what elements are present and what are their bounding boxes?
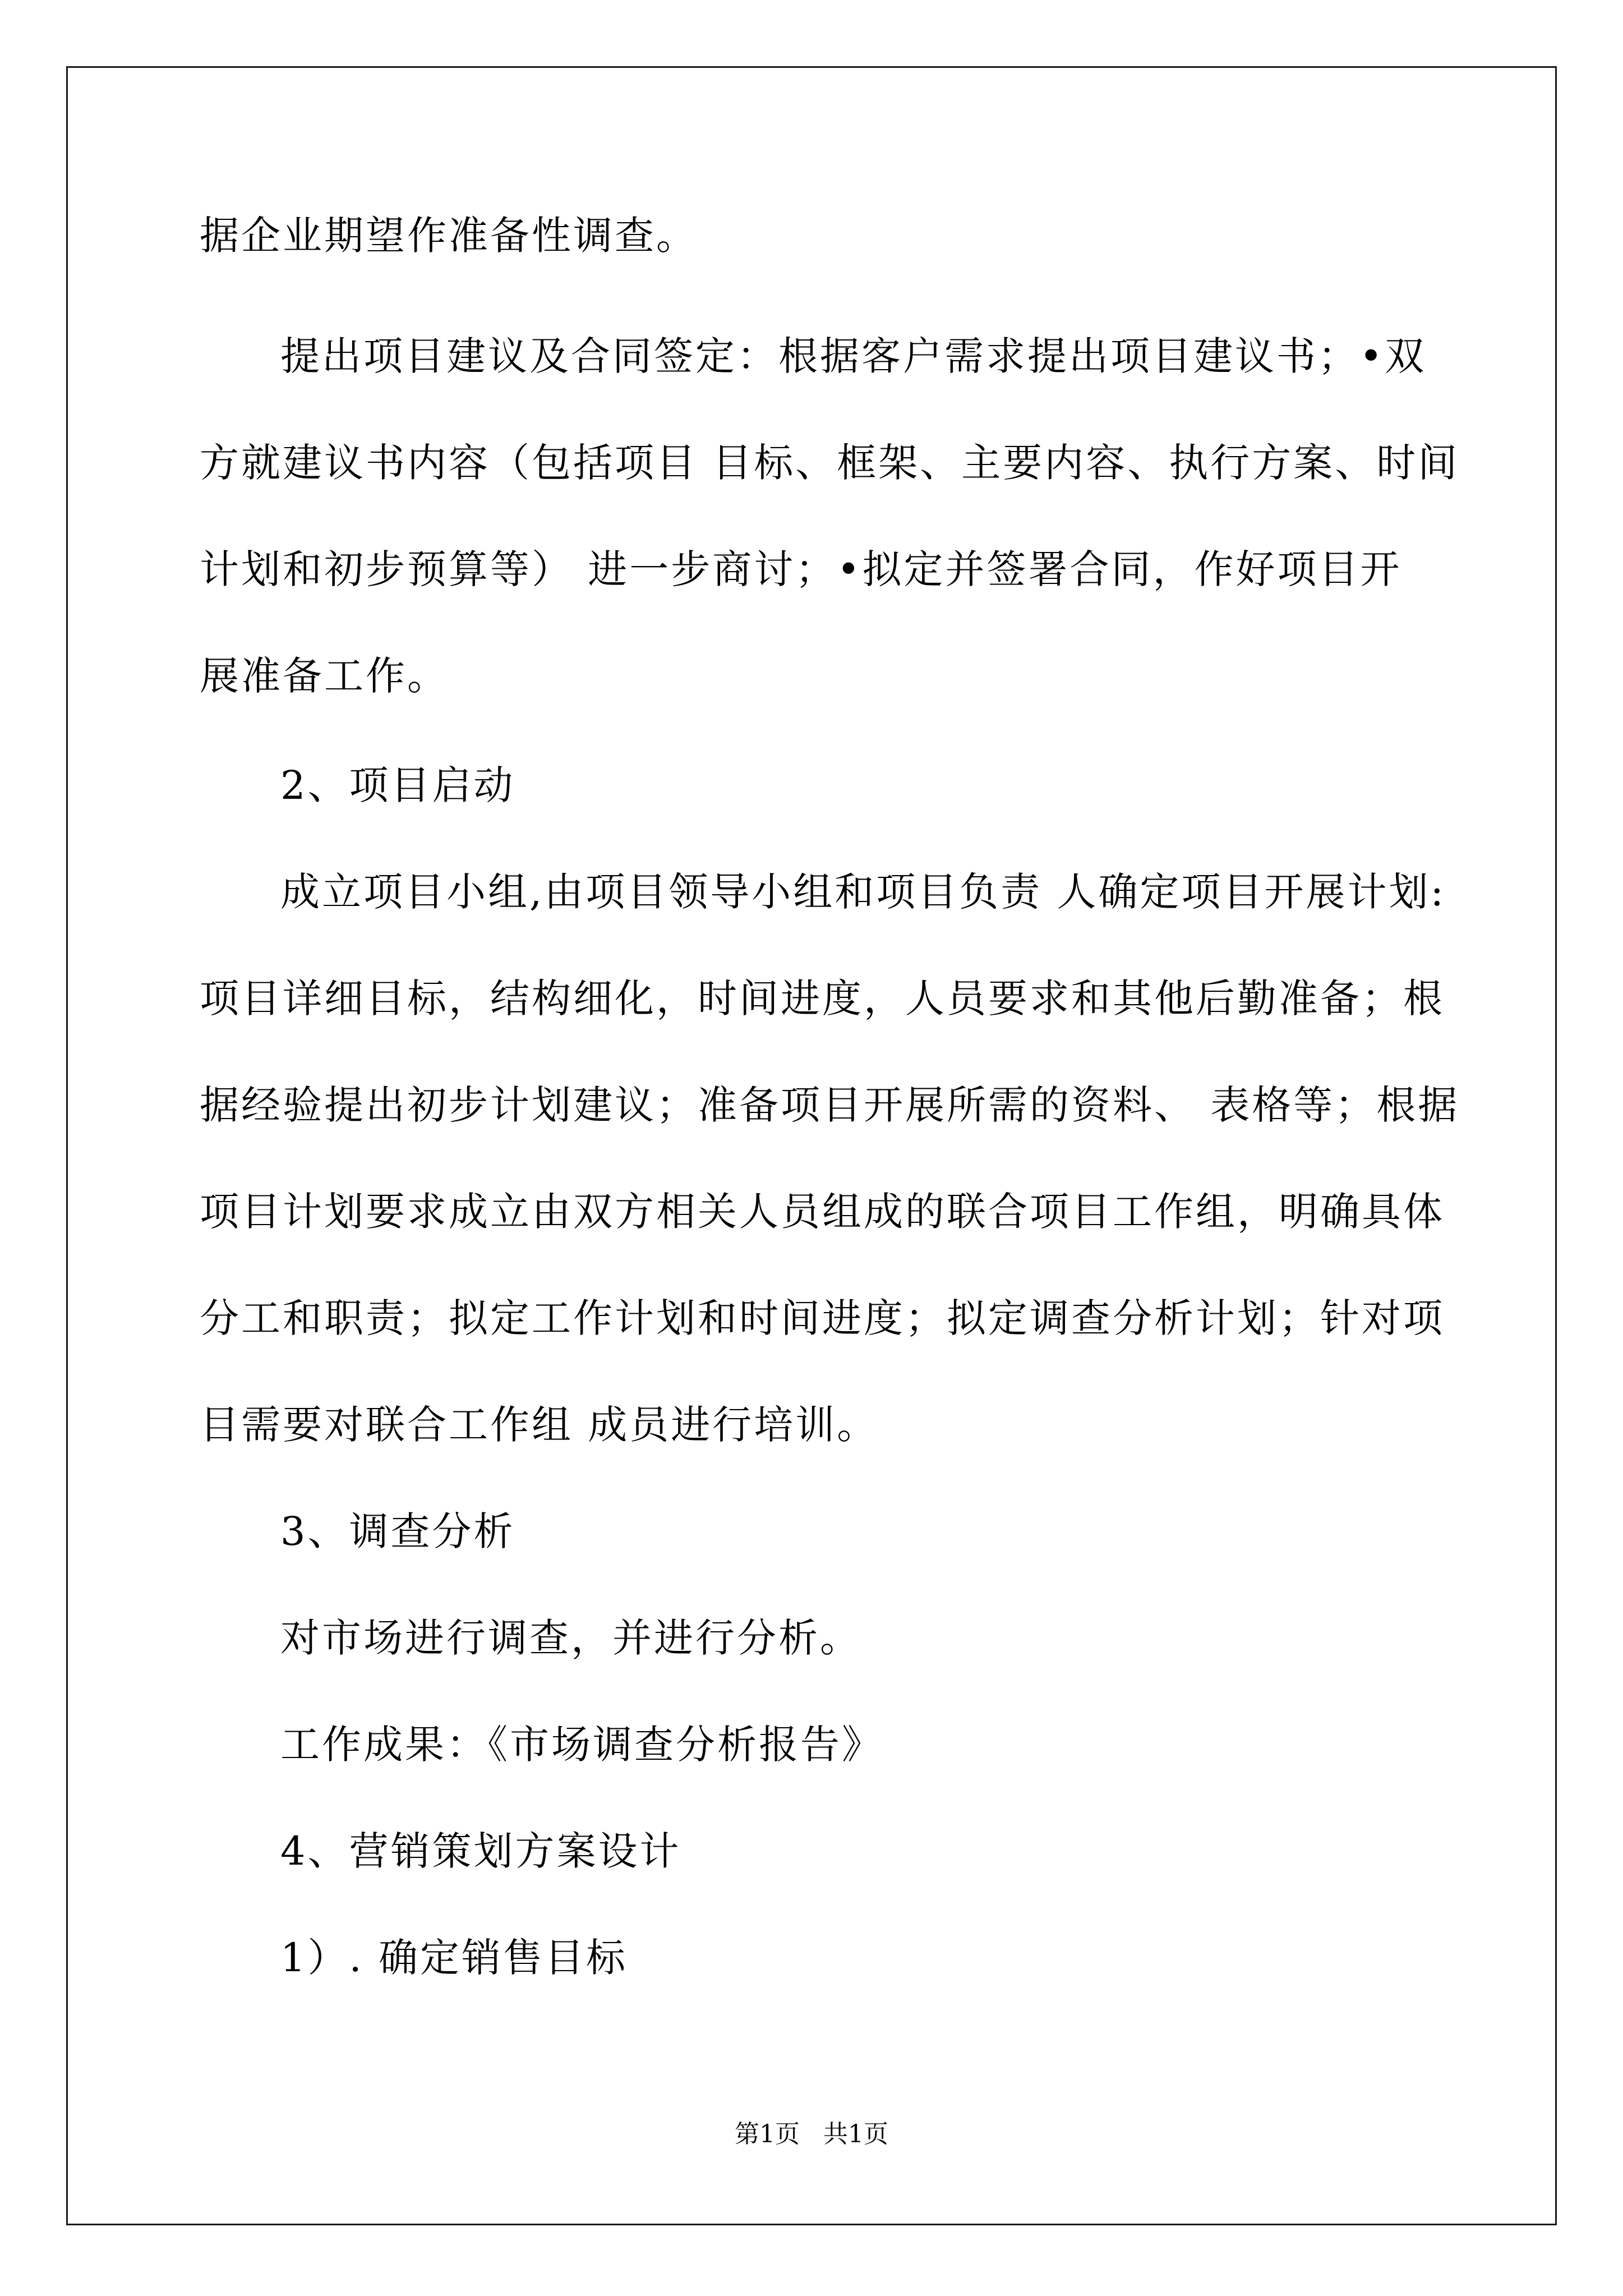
page-footer: 第1页 共1页 (735, 2120, 888, 2148)
paragraph-line: 方就建议书内容（包括项目 目标、框架、主要内容、执行方案、时间 (200, 440, 1460, 486)
section-heading: 2、项目启动 (280, 762, 515, 808)
sub-heading: 1）. 确定销售目标 (280, 1935, 628, 1981)
paragraph-line: 据经验提出初步计划建议；准备项目开展所需的资料、 表格等；根据 (200, 1082, 1460, 1128)
section-heading: 3、调查分析 (280, 1508, 515, 1554)
section-heading: 4、营销策划方案设计 (280, 1828, 681, 1874)
paragraph-line: 展准备工作。 (200, 653, 449, 699)
paragraph-line: 分工和职责；拟定工作计划和时间进度；拟定调查分析计划；针对项 (200, 1295, 1445, 1341)
paragraph-line: 提出项目建议及合同签定：根据客户需求提出项目建议书；•双 (280, 333, 1427, 379)
paragraph-line: 成立项目小组,由项目领导小组和项目负责 人确定项目开展计划: (280, 869, 1446, 915)
paragraph-line: 项目计划要求成立由双方相关人员组成的联合项目工作组，明确具体 (200, 1189, 1445, 1235)
paragraph-line: 目需要对联合工作组 成员进行培训。 (200, 1402, 879, 1448)
paragraph-line: 对市场进行调查，并进行分析。 (280, 1615, 861, 1661)
paragraph-line: 工作成果：《市场调查分析报告》 (280, 1722, 883, 1768)
paragraph-line: 计划和初步预算等） 进一步商讨；•拟定并签署合同，作好项目开 (200, 546, 1402, 592)
page-border (66, 66, 1557, 2225)
paragraph-line: 据企业期望作准备性调查。 (200, 213, 698, 259)
paragraph-line: 项目详细目标，结构细化，时间进度，人员要求和其他后勤准备；根 (200, 976, 1445, 1022)
